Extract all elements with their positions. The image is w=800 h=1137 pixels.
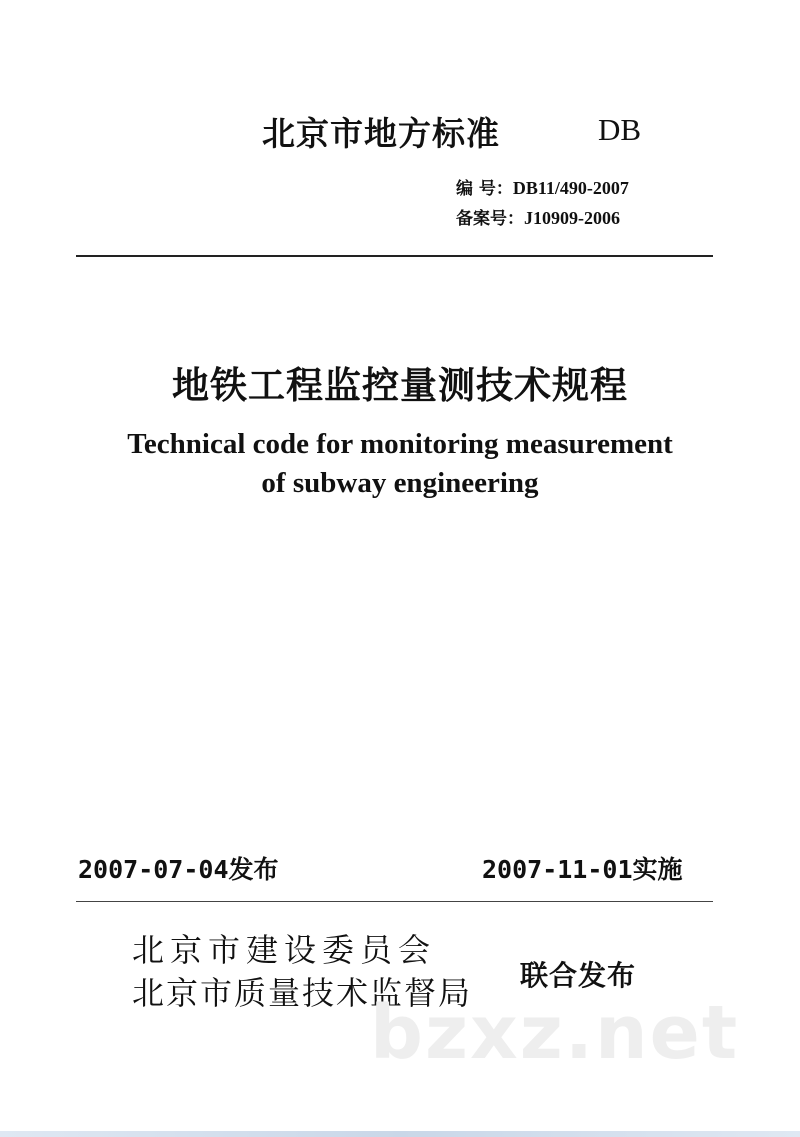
issue-date: 2007-07-04发布 xyxy=(78,855,279,884)
record-code-line xyxy=(456,204,620,229)
document-title-en-line2: of subway engineering xyxy=(261,467,539,499)
standard-abbr: DB xyxy=(598,112,642,147)
issuer-construction-committee: 北京市建设委员会 xyxy=(132,931,437,969)
header-divider xyxy=(76,255,713,257)
footer-divider xyxy=(76,901,713,902)
document-title-zh: 地铁工程监控量测技术规程 xyxy=(172,364,628,407)
record-code-value: J10909-2006 xyxy=(524,208,620,228)
record-code-label: 备案号： xyxy=(456,209,524,229)
issuer-quality-bureau: 北京市质量技术监督局 xyxy=(132,974,473,1012)
joint-issue-label: 联合发布 xyxy=(520,959,637,992)
watermark-text: bzxz.net xyxy=(370,990,740,1076)
standard-type-title: 北京市地方标准 xyxy=(262,114,500,153)
page-bottom-edge xyxy=(0,1131,800,1137)
standard-code-label: 编 号： xyxy=(456,179,513,199)
standard-code-value: DB11/490-2007 xyxy=(512,178,629,198)
document-title-en-line1: Technical code for monitoring measurement xyxy=(127,428,673,460)
implementation-date: 2007-11-01实施 xyxy=(482,855,683,884)
standard-code-line xyxy=(456,174,629,199)
